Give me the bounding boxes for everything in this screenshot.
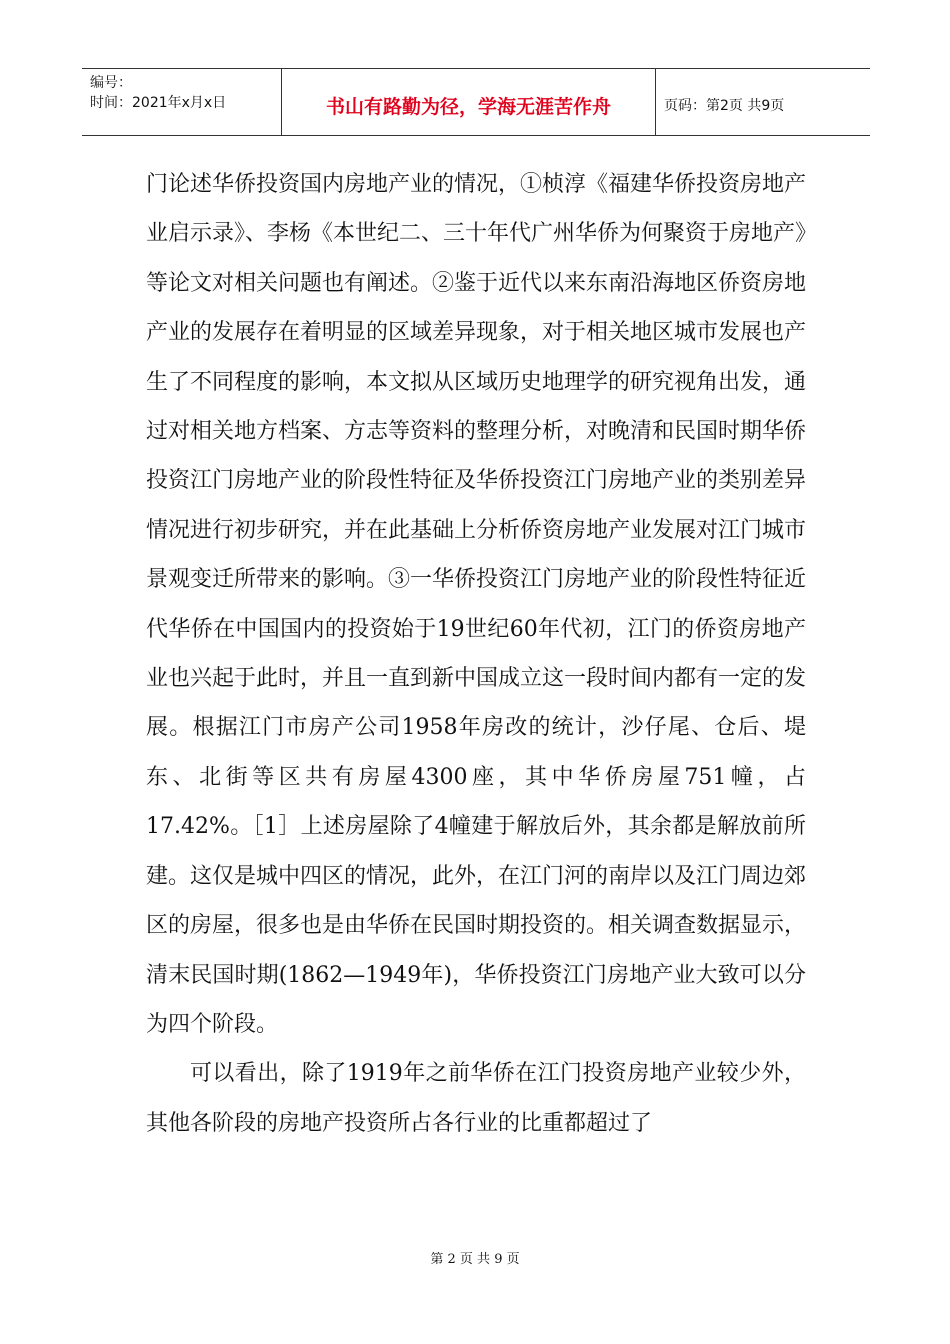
document-date: 时间：2021年x月x日 xyxy=(90,95,227,111)
header-table xyxy=(82,68,870,136)
paragraph-1: 门论述华侨投资国内房地产业的情况，①桢淳《福建华侨投资房地产业启示录》、李杨《本世纪二、三十年代广州华侨为何聚资于房地产》等论文对相关问题也有阐述。②鉴于近代以来东南沿海地区侨资房地产业的发展存在着明显的区域差异现象，对于相关地区城市发展也产生了不同程度的影响，本文拟从区域历史地理学的研究视角出发，通过对相关地方档案、方志等资料的整理分析，对晚清和民国时期华侨投资江门房地产业的阶段性特征及华侨投资江门房地产业的类别差异情况进行初步研究，并在此基础上分析侨资房地产业发展对江门城市景观变迁所带来的影响。③一华侨投资江门房地产业的阶段性特征近代华侨在中国国内的投资始于19世纪60年代初，江门的侨资房地产业也兴起于此时，并且一直到新中国成立这一段时间内都有一定的发展。根据江门市房产公司1958年房改的统计，沙仔尾、仓后、堤东、北街等区共有房屋4300座，其中华侨房屋751幢，占17.42%。［1］上述房屋除了4幢建于解放后外，其余都是解放前所建。这仅是城中四区的情况，此外，在江门河的南岸以及江门周边郊区的房屋，很多也是由华侨在民国时期投资的。相关调查数据显示，清末民国时期(1862—1949年)，华侨投资江门房地产业大致可以分为四个阶段。 xyxy=(146,172,807,1037)
header-page-number: 页码：第2页 共9页 xyxy=(664,98,785,114)
body-text xyxy=(146,160,806,1148)
paragraph-2: 可以看出，除了1919年之前华侨在江门投资房地产业较少外，其他各阶段的房地产投资所占各行业的比重都超过了 xyxy=(146,1061,806,1136)
footer-page-number: 第 2 页 共 9 页 xyxy=(430,1252,520,1267)
document-number: 编号： xyxy=(90,75,132,91)
header-meta xyxy=(82,69,282,135)
header-motto-cell xyxy=(282,69,656,135)
motto: 书山有路勤为径，学海无涯苦作舟 xyxy=(325,95,611,118)
header-page-cell xyxy=(656,69,870,135)
